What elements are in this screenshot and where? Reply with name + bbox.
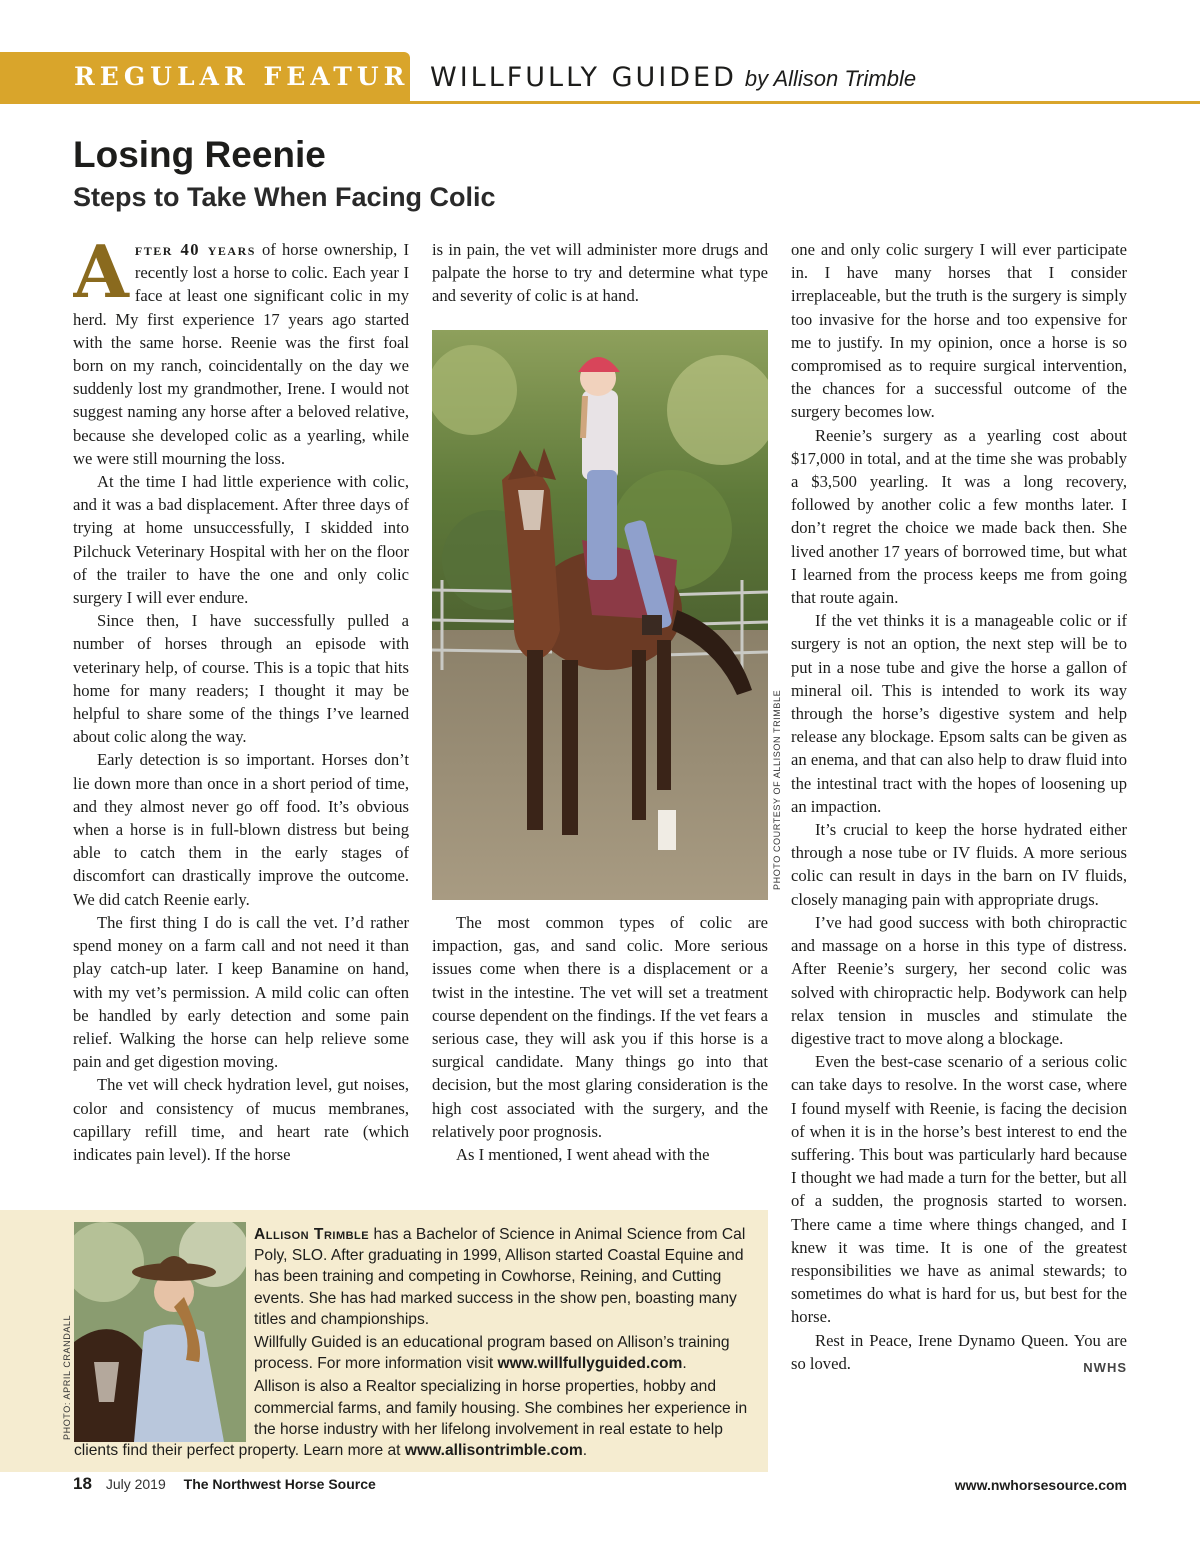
paragraph: At the time I had little experience with colic, and it was a bad displacement. After three days of trying at home unsuccessfully, I skidded into Pilchuck Veterinary Hospital with her on the floor of the trailer to have the one and only colic surgery I will ever endure.	[73, 472, 409, 608]
paragraph: is in pain, the vet will administer more drugs and palpate the horse to try and determine what type and severity of colic is at hand.	[432, 240, 768, 306]
paragraph-text: of horse ownership, I recently lost a horse to colic. Each year I face at least one significant colic in my herd. My first experience 17 years ago started with the same horse. Reenie was the first foal born on my ranch, coincidentally on the day we suddenly lost my grandmother, Irene. I would not suggest naming any horse after a beloved relative, because she developed colic as a yearling, while we were still mourning the loss.	[73, 240, 409, 468]
drop-cap: A	[73, 238, 129, 314]
column-header	[430, 62, 916, 93]
paragraph: The first thing I do is call the vet. I’d rather spend money on a farm call and not need it than play catch-up later. I keep Banamine on hand, with my vet’s permission. A mild colic can often be handled by early detection and some pain relief. Walking the horse can help relieve some pain and get digestion moving.	[73, 912, 409, 1072]
article-column-2-top	[432, 238, 768, 313]
paragraph-text: Rest in Peace, Irene Dynamo Queen. You are so loved.	[791, 1330, 1127, 1373]
author-name: Allison Trimble	[254, 1226, 370, 1243]
signoff: NWHS	[1083, 1359, 1127, 1375]
paragraph: one and only colic surgery I will ever participate in. I have many horses that I consider irreplaceable, but the truth is the surgery is simply too invasive for the horse and too expensive for me to justify. In my opinion, once a horse is so compromised as to require surgical intervention, the chances for a successful outcome of the surgery becomes low.	[791, 240, 1127, 422]
section-label: REGULAR FEATURE	[74, 62, 434, 91]
paragraph: If the vet thinks it is a manageable colic or if surgery is not an option, the next step will be to put in a nose tube and give the horse a gallon of mineral oil. This is intended to work its way through the horse’s digestive system and help release any blockage. Epsom salts can be given as an enema, and that can also help to draw fluid into the intestinal tract with the hopes of loosening up an impaction.	[791, 611, 1127, 816]
paragraph: The vet will check hydration level, gut noises, color and consistency of mucus membranes, capillary refill time, and heart rate (which indicates pain level). If the horse	[73, 1075, 409, 1164]
article-photo	[432, 330, 768, 900]
article-title: Losing Reenie	[73, 134, 326, 175]
allison-trimble-link[interactable]: www.allisontrimble.com	[404, 1442, 583, 1460]
paragraph: Since then, I have successfully pulled a number of horses through an episode with veterinary help, of course. This is a topic that hits home for many readers; I thought it may be helpful to share some of the things I’ve learned about colic along the way.	[73, 611, 409, 747]
section-label-band	[0, 52, 434, 104]
article-subtitle: Steps to Take When Facing Colic	[73, 182, 496, 212]
bio-text: .	[582, 1442, 588, 1460]
website-link[interactable]: www.nwhorsesource.com	[954, 1477, 1127, 1493]
bio-text: Allison is also a Realtor specializing in horse properties, hobby and commercial farms, and family housing. She combines her experience in the horse industry with her lifelong involvement in real estate to help clients find their perfect property. Learn more at	[74, 1378, 748, 1460]
author-bio-text	[74, 1224, 764, 1463]
byline: by Allison Trimble	[744, 66, 917, 91]
paragraph: I’ve had good success with both chiropractic and massage on a horse in this type of distress. After Reenie’s surgery, her second colic was solved with chiropractic help. Bodywork can help relax tension in muscles and stimulate the digestive tract to move along a blockage.	[791, 912, 1127, 1048]
column-name: WILLFULLY GUIDED	[430, 62, 737, 93]
header-rule	[410, 101, 1200, 104]
lead-in: fter 40 years	[134, 240, 256, 259]
horse-rider-photo	[432, 330, 768, 900]
paragraph: Reenie’s surgery as a yearling cost about $17,000 in total, and at the time she was probably a $3,500 yearling. It was a long recovery, followed by another colic a few months later. I don’t regret the choice we made back then. She lived another 17 years of borrowed time, but what I learned from the process keeps me from going that route again.	[791, 425, 1127, 608]
paragraph	[791, 1329, 1127, 1375]
photo-spacer	[74, 1224, 254, 1436]
bio-text: has a Bachelor of Science in Animal Science from Cal Poly, SLO. After graduating in 1999, Allison started Coastal Equine and has been training and competing in Cowhorse, Reining, and Cutting events. She has had marked success in the show pen, boasting many titles and championships.	[254, 1226, 746, 1328]
paragraph: The most common types of colic are impaction, gas, and sand colic. More serious issues come when there is a displacement or a twist in the intestine. The vet will set a treatment course dependent on the findings. If the vet fears a serious case, they will ask you if this horse is a surgical candidate. Many things go into that decision, but the most glaring consideration is the high cost associated with the surgery, and the relatively poor prognosis.	[432, 913, 768, 1141]
article-column-1	[73, 238, 409, 1198]
paragraph: It’s crucial to keep the horse hydrated either through a nose tube or IV fluids. A more serious colic can result in days in the barn on IV fluids, closely managing pain with appropriate drugs.	[791, 820, 1127, 909]
magazine-name: The Northwest Horse Source	[183, 1476, 376, 1492]
paragraph	[73, 238, 409, 470]
bio-text: Willfully Guided is an educational program based on Allison’s training process. For more information visit	[254, 1334, 730, 1373]
author-photo-credit: PHOTO: APRIL CRANDALL	[62, 1314, 72, 1440]
issue-date: July 2019	[105, 1476, 166, 1492]
willfully-guided-link[interactable]: www.willfullyguided.com	[497, 1355, 683, 1373]
paragraph: Even the best-case scenario of a serious colic can take days to resolve. In the worst case, where I found myself with Reenie, is facing the decision of when it is in the horse’s best interest to end the suffering. This bout was particularly hard because I thought we had made a turn for the better, but all of a sudden, the prognosis started to worsen. There came a time where things changed, and I knew it was time. It is one of the greatest responsibilities we have as animal stewards; to sometimes do what is hard for us, but best for the horse.	[791, 1052, 1127, 1327]
paragraph: Early detection is so important. Horses don’t lie down more than once in a short period of time, and they almost never go off food. It’s obvious when a horse is in full-blown distress but being able to catch them in the early stages of discomfort can drastically improve the outcome. We did catch Reenie early.	[73, 750, 409, 909]
photo-credit: PHOTO COURTESY OF ALLISON TRIMBLE	[772, 689, 782, 890]
paragraph: As I mentioned, I went ahead with the	[456, 1145, 710, 1165]
article-column-3	[791, 238, 1127, 1473]
page-number: 18	[73, 1474, 92, 1493]
page-footer	[73, 1474, 1127, 1498]
article-column-2-bottom	[432, 911, 768, 1201]
bio-text: .	[682, 1355, 687, 1373]
